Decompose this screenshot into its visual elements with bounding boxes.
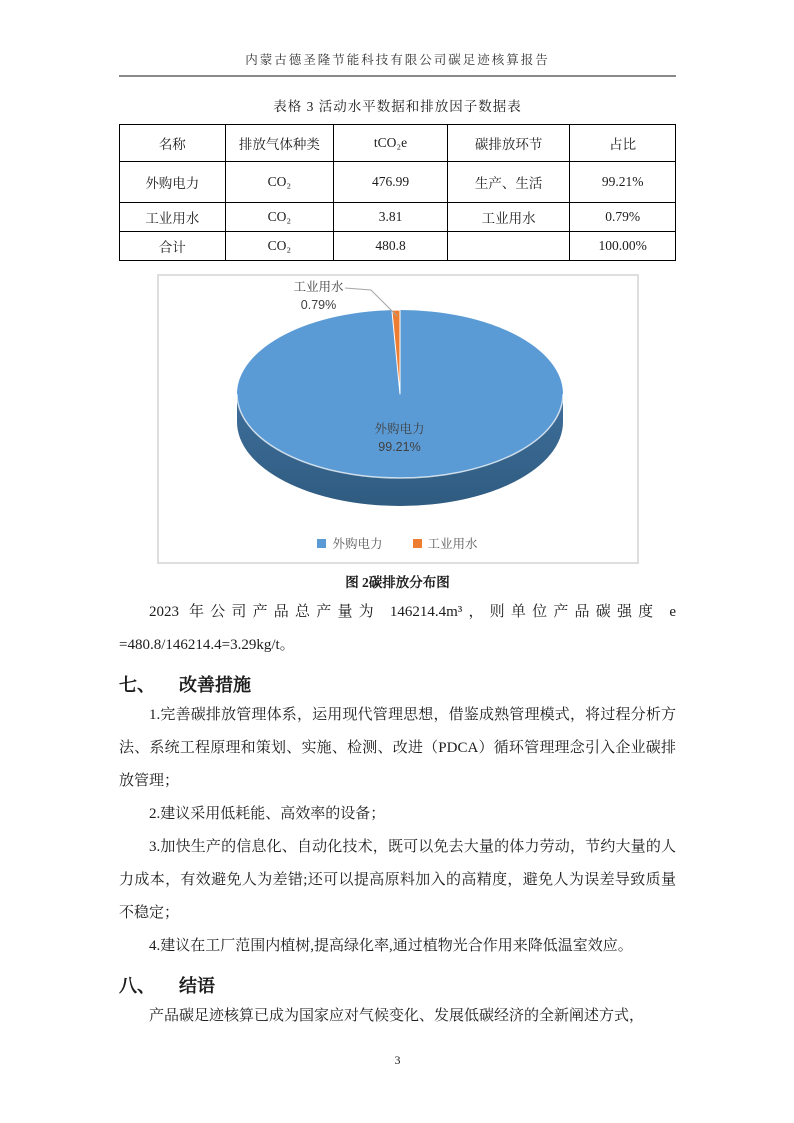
cell-stage xyxy=(448,232,570,261)
improvement-item-2: 2.建议采用低耗能、高效率的设备； xyxy=(149,806,386,822)
cell-gas: CO₂ xyxy=(225,232,333,261)
data-label-water-name: 工业用水 xyxy=(293,280,344,294)
header-divider xyxy=(119,75,676,77)
cell-tco2e: 476.99 xyxy=(334,162,448,203)
col-header-name: 名称 xyxy=(120,125,226,162)
cell-stage: 生产、生活 xyxy=(448,162,570,203)
col-header-gas: 排放气体种类 xyxy=(225,125,333,162)
legend-swatch-orange-icon xyxy=(413,539,422,548)
cell-stage: 工业用水 xyxy=(448,203,570,232)
section-8-number: 八、 xyxy=(119,976,155,996)
document-header: 内蒙古德圣隆节能科技有限公司碳足迹核算报告 xyxy=(245,53,550,67)
data-label-electricity-pct: 99.21% xyxy=(378,440,421,455)
cell-gas: CO₂ xyxy=(225,162,333,203)
data-label-water-pct: 0.79% xyxy=(300,298,337,313)
improvement-item-3: 3.加快生产的信息化、自动化技术，既可以免去大量的体力劳动，节约大量的人力成本，有效避免人为差错;还可以提高原料加入的高精度，避免人为误差导致质量不稳定； xyxy=(119,839,676,921)
table-row xyxy=(120,203,676,232)
emission-data-table xyxy=(119,124,676,261)
pie-chart-figure xyxy=(157,274,639,564)
col-header-tco2e: tCO₂e xyxy=(334,125,448,162)
data-label-electricity xyxy=(360,420,440,456)
section-7-number: 七、 xyxy=(119,675,155,695)
section-8-title: 结语 xyxy=(179,976,215,996)
improvement-item-4: 4.建议在工厂范围内植树,提高绿化率,通过植物光合作用来降低温室效应。 xyxy=(149,938,633,954)
data-label-electricity-name: 外购电力 xyxy=(374,422,425,436)
cell-tco2e: 480.8 xyxy=(334,232,448,261)
section-8-heading xyxy=(119,973,676,1000)
legend-label-electricity: 外购电力 xyxy=(332,537,383,551)
cell-gas: CO₂ xyxy=(225,203,333,232)
conclusion-paragraph: 产品碳足迹核算已成为国家应对气候变化、发展低碳经济的全新阐述方式， xyxy=(149,1008,645,1024)
cell-name: 工业用水 xyxy=(120,203,226,232)
chart-legend xyxy=(159,534,637,552)
cell-share: 100.00% xyxy=(570,232,676,261)
legend-item-electricity xyxy=(317,534,382,552)
cell-tco2e: 3.81 xyxy=(334,203,448,232)
col-header-stage: 碳排放环节 xyxy=(448,125,570,162)
section-7-title: 改善措施 xyxy=(179,675,251,695)
table-row xyxy=(120,162,676,203)
intro-line-1: 2023 年公司产品总产量为 146214.4m³，则单位产品碳强度 e xyxy=(149,604,676,620)
page-number: 3 xyxy=(394,1053,401,1067)
intro-line-2: =480.8/146214.4=3.29kg/t。 xyxy=(119,637,295,653)
data-label-water xyxy=(284,278,354,314)
section-7-heading xyxy=(119,672,676,699)
table-header-row xyxy=(120,125,676,162)
figure-caption: 图 2碳排放分布图 xyxy=(345,575,450,590)
improvement-item-1: 1.完善碳排放管理体系，运用现代管理思想，借鉴成熟管理模式，将过程分析方法、系统工程原理和策划、实施、检测、改进（PDCA）循环管理理念引入企业碳排放管理； xyxy=(119,707,676,789)
legend-swatch-blue-icon xyxy=(317,539,326,548)
legend-label-water: 工业用水 xyxy=(427,537,478,551)
cell-name: 外购电力 xyxy=(120,162,226,203)
cell-share: 0.79% xyxy=(570,203,676,232)
intro-paragraph xyxy=(119,596,676,662)
cell-share: 99.21% xyxy=(570,162,676,203)
cell-name: 合计 xyxy=(120,232,226,261)
legend-item-water xyxy=(413,534,478,552)
col-header-share: 占比 xyxy=(570,125,676,162)
table-row xyxy=(120,232,676,261)
table-title: 表格 3 活动水平数据和排放因子数据表 xyxy=(273,99,522,114)
